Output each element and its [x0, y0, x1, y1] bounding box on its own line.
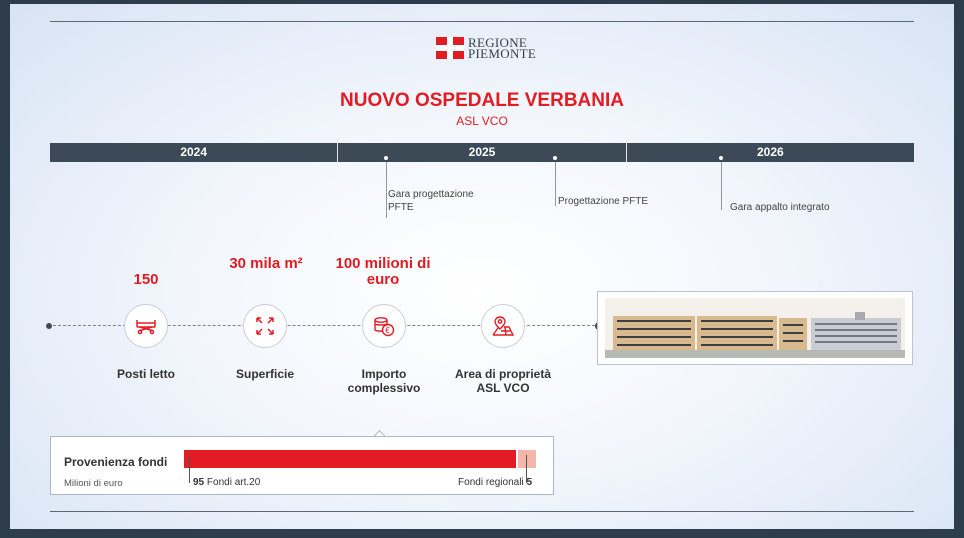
- page-subtitle: ASL VCO: [456, 114, 508, 128]
- map-pin-icon: [481, 304, 525, 348]
- funds-unit: Milioni di euro: [64, 478, 123, 489]
- funds-label-art20: 95 Fondi art.20: [193, 477, 261, 488]
- funds-panel: [50, 436, 554, 495]
- bottom-rule: [50, 511, 914, 512]
- hospital-rendering: [597, 291, 913, 365]
- bar-marker: [189, 455, 190, 483]
- event-gara-progettazione: Gara progettazione PFTE: [388, 189, 474, 213]
- stat-label-surface: Superficie: [235, 367, 295, 381]
- funds-bar-art20: [184, 450, 516, 468]
- timeline-dot: [384, 156, 388, 160]
- funds-title: Provenienza fondi: [64, 455, 168, 469]
- timeline-dot: [553, 156, 557, 160]
- year-2026: 2026: [626, 143, 914, 162]
- stat-label-beds: Posti letto: [116, 367, 175, 381]
- expand-arrows-icon: [243, 304, 287, 348]
- flag-icon: [436, 37, 464, 59]
- svg-text:€: €: [385, 326, 390, 335]
- page-title: NUOVO OSPEDALE VERBANIA: [340, 90, 624, 111]
- regione-piemonte-logo: [436, 37, 536, 59]
- timeline-marker: [386, 162, 387, 218]
- timeline-dot: [719, 156, 723, 160]
- top-rule: [50, 21, 914, 22]
- stat-label-amount: Importo complessivo: [347, 367, 421, 395]
- stat-label-area: Area di proprietà ASL VCO: [454, 367, 552, 395]
- stat-value-beds: 150: [133, 271, 159, 288]
- event-progettazione: Progettazione PFTE: [558, 196, 649, 207]
- logo-text: REGIONE PIEMONTE: [468, 35, 537, 61]
- funds-label-regional: Fondi regionali 5: [458, 477, 532, 488]
- stat-value-amount: 100 milioni di euro: [335, 255, 431, 288]
- timeline-marker: [555, 162, 556, 206]
- year-2024: 2024: [180, 145, 208, 159]
- stat-value-surface: 30 mila m²: [229, 255, 303, 272]
- timeline-marker: [721, 162, 722, 210]
- year-2025: 2025: [337, 143, 625, 162]
- timeline-years: [50, 143, 914, 162]
- euro-coins-icon: [362, 304, 406, 348]
- axis-start-dot: [46, 323, 52, 329]
- stretcher-icon: [124, 304, 168, 348]
- event-gara-appalto: Gara appalto integrato: [730, 202, 830, 213]
- building-illustration: [604, 298, 906, 358]
- infographic: [10, 4, 954, 529]
